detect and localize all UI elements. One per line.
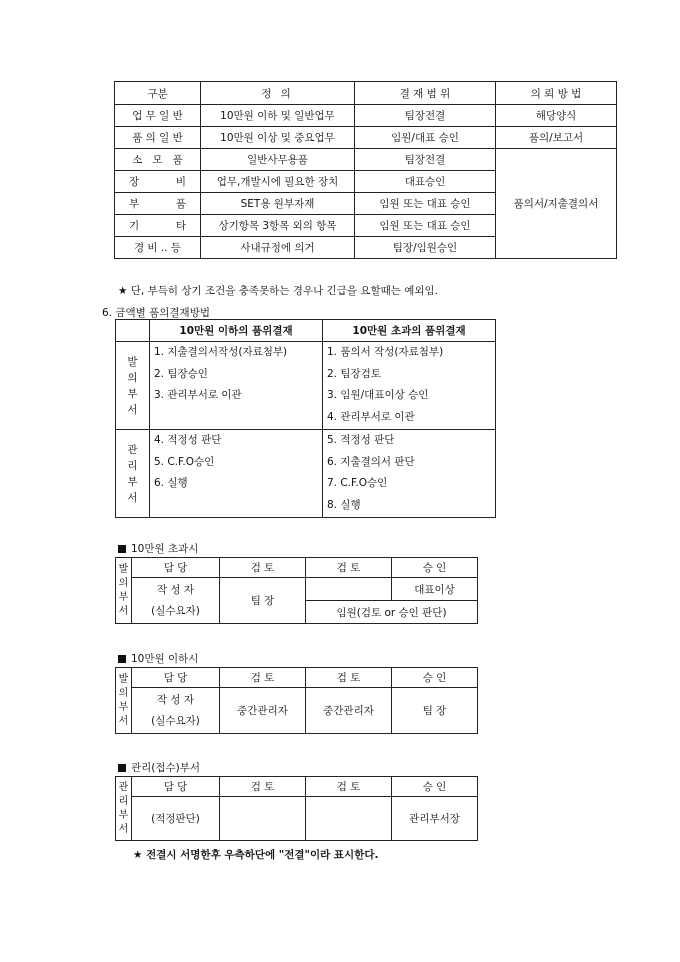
manager-label: 관리부서 <box>116 430 150 518</box>
header-charge: 담 당 <box>132 777 220 797</box>
definition-cell: 업무,개발시에 필요한 장치 <box>201 171 355 193</box>
header-charge: 담 당 <box>132 558 220 578</box>
scope-cell: 임원/대표 승인 <box>355 127 496 149</box>
header-definition: 정 의 <box>201 82 355 105</box>
scope-cell: 팀장전결 <box>355 105 496 127</box>
category-cell: 부 품 <box>115 193 201 215</box>
list-item: 5. C.F.O승인 <box>154 455 215 468</box>
originator-over-list <box>323 342 496 430</box>
box-mgmt-title <box>118 760 200 775</box>
definition-cell: 일반사무용품 <box>201 149 355 171</box>
definition-cell: 10만원 이하 및 일반업무 <box>201 105 355 127</box>
list-item: 5. 적정성 판단 <box>327 434 395 446</box>
footer-note: ★ 전결시 서명한후 우측하단에 "전결"이라 표시한다. <box>133 849 379 861</box>
manager-under-list <box>150 430 323 518</box>
box-under-title <box>118 651 198 666</box>
approval-scope-table <box>114 81 617 259</box>
manager-over-list <box>323 430 496 518</box>
category-cell: 장 비 <box>115 171 201 193</box>
review-cell: 팀 장 <box>220 578 306 624</box>
method-cell: 해당양식 <box>496 105 617 127</box>
category-cell: 기 타 <box>115 215 201 237</box>
header-method: 의 뢰 방 법 <box>496 82 617 105</box>
category-cell: 품 의 일 반 <box>115 127 201 149</box>
box-over-title-text: 10만원 초과시 <box>131 543 199 555</box>
approval-box-mgmt <box>115 776 478 841</box>
header-review: 검 토 <box>220 777 306 797</box>
box-side-label: 발의부서 <box>116 558 132 624</box>
square-bullet-icon <box>118 764 126 772</box>
empty-review-cell <box>306 797 392 841</box>
list-item: 7. C.F.O승인 <box>327 477 388 489</box>
writer-cell <box>132 578 220 624</box>
col-under-header: 10만원 이하의 품위결재 <box>150 320 323 342</box>
scope-cell: 팀장/임원승인 <box>355 237 496 259</box>
col-over-header: 10만원 초과의 품위결재 <box>323 320 496 342</box>
originator-under-list <box>150 342 323 430</box>
header-charge: 담 당 <box>132 668 220 688</box>
approve-cell: 팀 장 <box>392 688 478 734</box>
square-bullet-icon <box>118 655 126 663</box>
writer-cell <box>132 688 220 734</box>
writer-label: 작 성 자 <box>156 693 195 706</box>
writer-label: 작 성 자 <box>156 583 195 596</box>
amount-approval-table <box>115 319 496 518</box>
header-approve: 승 인 <box>392 558 478 578</box>
approve-cell: 관리부서장 <box>392 797 478 841</box>
table-row <box>115 105 617 127</box>
header-approve: 승 인 <box>392 668 478 688</box>
list-item: 4. 관리부서로 이관 <box>327 410 415 423</box>
table-row <box>115 127 617 149</box>
approval-box-over <box>115 557 478 624</box>
empty-review-cell <box>306 578 392 601</box>
box-mgmt-title-text: 관리(접수)부서 <box>131 762 201 774</box>
scope-cell: 대표승인 <box>355 171 496 193</box>
list-item: 3. 임원/대표이상 승인 <box>327 389 429 401</box>
list-item: 1. 품의서 작성(자료첨부) <box>327 346 444 358</box>
writer-sub-label: (실수요자) <box>151 714 200 727</box>
definition-cell: SET용 원부자재 <box>201 193 355 215</box>
list-item: 2. 팀장승인 <box>154 367 208 380</box>
merged-method-cell: 품의서/지출결의서 <box>496 149 617 259</box>
exception-note: ★ 단, 부득히 상기 조건을 충족못하는 경우나 긴급을 요할때는 예외임. <box>118 285 438 297</box>
list-item: 2. 팀장검토 <box>327 367 381 380</box>
square-bullet-icon <box>118 545 126 553</box>
table-row <box>115 149 617 171</box>
scope-cell: 임원 또는 대표 승인 <box>355 215 496 237</box>
writer-cell: (적정판단) <box>132 797 220 841</box>
writer-sub-label: (실수요자) <box>151 604 200 617</box>
definition-cell: 사내규정에 의거 <box>201 237 355 259</box>
header-review: 검 토 <box>220 668 306 688</box>
list-item: 4. 적정성 판단 <box>154 434 222 446</box>
list-item: 6. 실행 <box>154 477 188 489</box>
box-under-title-text: 10만원 이하시 <box>131 653 199 665</box>
definition-cell: 10만원 이상 및 중요업무 <box>201 127 355 149</box>
review-cell: 중간관리자 <box>220 688 306 734</box>
definition-cell: 상기항목 3항목 외의 항목 <box>201 215 355 237</box>
list-item: 1. 지출결의서작성(자료첨부) <box>154 346 288 358</box>
box-over-title <box>118 541 198 556</box>
header-category: 구분 <box>115 82 201 105</box>
approve-bottom-cell: 임원(검토 or 승인 판단) <box>306 601 478 624</box>
scope-cell: 임원 또는 대표 승인 <box>355 193 496 215</box>
list-item: 3. 관리부서로 이관 <box>154 389 242 401</box>
approval-box-under <box>115 667 478 734</box>
review-cell: 중간관리자 <box>306 688 392 734</box>
list-item: 6. 지출결의서 판단 <box>327 455 415 468</box>
category-cell: 소 모 품 <box>115 149 201 171</box>
list-item: 8. 실행 <box>327 498 361 511</box>
header-review: 검 토 <box>306 777 392 797</box>
box-side-label: 관리부서 <box>116 777 132 841</box>
corner-cell <box>116 320 150 342</box>
header-review: 검 토 <box>220 558 306 578</box>
originator-label: 발의부서 <box>116 342 150 430</box>
category-cell: 경 비 .. 등 <box>115 237 201 259</box>
category-cell: 업 무 일 반 <box>115 105 201 127</box>
box-side-label: 발의부서 <box>116 668 132 734</box>
method-cell: 품의/보고서 <box>496 127 617 149</box>
approve-top-cell: 대표이상 <box>392 578 478 601</box>
section6-title: 6. 금액별 품의결재방법 <box>102 307 210 319</box>
header-review: 검 토 <box>306 558 392 578</box>
empty-review-cell <box>220 797 306 841</box>
header-approve: 승 인 <box>392 777 478 797</box>
header-review: 검 토 <box>306 668 392 688</box>
header-scope: 결 재 범 위 <box>355 82 496 105</box>
scope-cell: 팀장전결 <box>355 149 496 171</box>
